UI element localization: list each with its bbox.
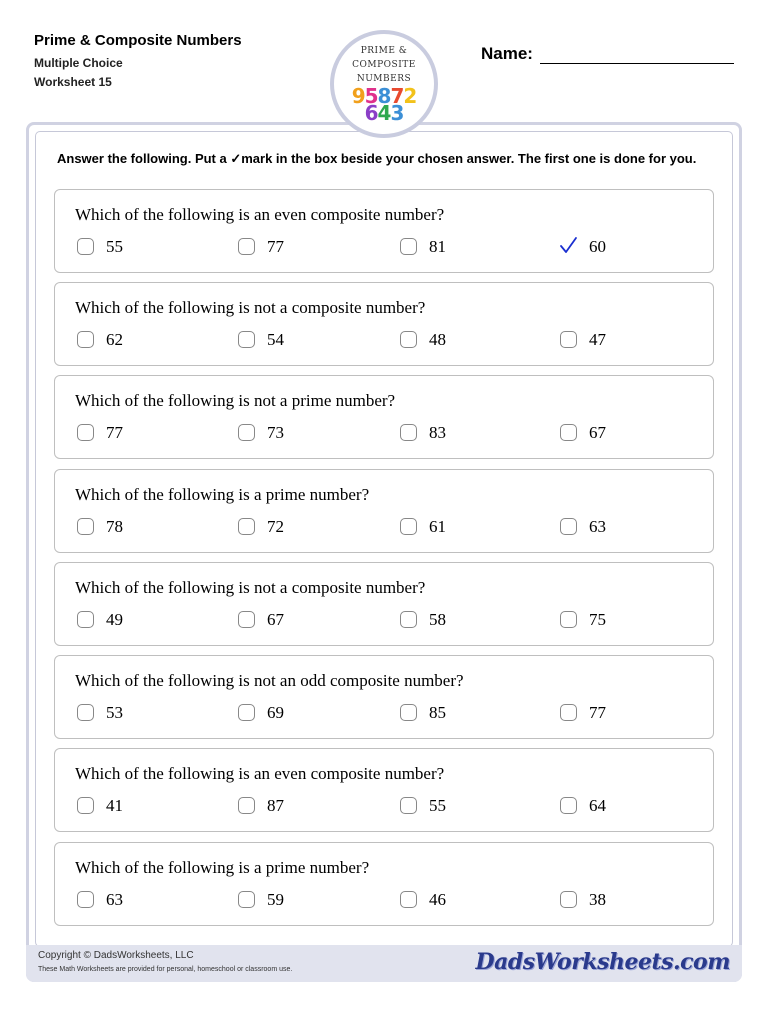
name-label: Name:: [481, 44, 533, 63]
answer-label: 81: [429, 237, 446, 256]
worksheet-title: Prime & Composite Numbers: [34, 32, 242, 49]
question-text: Which of the following is not a prime number?: [75, 391, 396, 410]
question-card: [54, 842, 714, 926]
footer: [26, 945, 742, 982]
answer-label: 53: [106, 703, 123, 722]
answer-checkbox[interactable]: [560, 518, 577, 535]
answer-checkbox[interactable]: [560, 704, 577, 721]
answer-checkbox[interactable]: [238, 611, 255, 628]
answer-label: 63: [589, 517, 606, 536]
answer-label: 69: [267, 703, 284, 722]
question-card: [54, 748, 714, 832]
logo-text-line: COMPOSITE: [352, 60, 416, 70]
logo-text-line: NUMBERS: [356, 74, 412, 84]
question-text: Which of the following is not a composite number?: [75, 298, 426, 317]
answer-label: 38: [589, 890, 606, 909]
answer-label: 77: [589, 703, 606, 722]
logo-digit: 3: [390, 101, 404, 125]
checkmark-icon: [559, 236, 579, 256]
answer-checkbox[interactable]: [400, 331, 417, 348]
answer-label: 54: [267, 330, 284, 349]
answer-label: 64: [589, 796, 606, 815]
answer-checkbox[interactable]: [77, 518, 94, 535]
worksheet-logo: [330, 30, 438, 138]
logo-digit: 9: [351, 84, 365, 108]
logo-digit: 7: [390, 84, 404, 108]
question-card: [54, 562, 714, 646]
answer-label: 62: [106, 330, 123, 349]
answer-label: 55: [429, 796, 446, 815]
answer-checkbox[interactable]: [238, 891, 255, 908]
worksheet-subtitle-block: [34, 54, 123, 92]
answer-label: 58: [429, 610, 446, 629]
name-field[interactable]: [540, 63, 734, 64]
answer-checkbox[interactable]: [77, 704, 94, 721]
answer-label: 78: [106, 517, 123, 536]
answer-checkbox[interactable]: [77, 797, 94, 814]
question-text: Which of the following is not a composite number?: [75, 578, 426, 597]
logo-text-line: PRIME &: [360, 46, 408, 56]
logo-digit: 6: [364, 101, 378, 125]
answer-label: 83: [429, 423, 446, 442]
answer-label: 75: [589, 610, 606, 629]
answer-checkbox[interactable]: [560, 611, 577, 628]
answer-label: 47: [589, 330, 606, 349]
instructions: Answer the following. Put a ✓mark in the box beside your chosen answer. The first one is done for you.: [57, 151, 697, 166]
answer-label: 77: [106, 423, 123, 442]
logo-digit: 4: [377, 101, 391, 125]
answer-checkbox[interactable]: [400, 611, 417, 628]
worksheet-number: Worksheet 15: [34, 75, 112, 89]
question-card: [54, 282, 714, 366]
answer-checkbox[interactable]: [400, 518, 417, 535]
question-card: [54, 189, 714, 273]
answer-checkbox[interactable]: [77, 424, 94, 441]
question-card: [54, 469, 714, 553]
answer-label: 67: [589, 423, 606, 442]
logo-digit: 8: [377, 84, 391, 108]
answer-label: 67: [267, 610, 284, 629]
answer-label: 59: [267, 890, 284, 909]
answer-label: 46: [429, 890, 446, 909]
answer-label: 87: [267, 796, 284, 815]
question-text: Which of the following is an even composite number?: [75, 764, 445, 783]
logo-digit: 5: [364, 84, 378, 108]
answer-checkbox[interactable]: [560, 797, 577, 814]
worksheet-subtitle: Multiple Choice: [34, 56, 123, 70]
answer-label: 77: [267, 237, 284, 256]
answer-checkbox[interactable]: [238, 331, 255, 348]
answer-label: 49: [106, 610, 123, 629]
answer-checkbox[interactable]: [400, 704, 417, 721]
answer-label: 73: [267, 423, 284, 442]
logo-digit: 2: [403, 84, 417, 108]
question-text: Which of the following is not an odd composite number?: [75, 671, 464, 690]
question-text: Which of the following is a prime number?: [75, 485, 370, 504]
answer-label: 72: [267, 517, 284, 536]
answer-checkbox[interactable]: [238, 238, 255, 255]
answer-checkbox[interactable]: [77, 891, 94, 908]
answer-checkbox[interactable]: [560, 891, 577, 908]
answer-checkbox[interactable]: [238, 424, 255, 441]
answer-checkbox[interactable]: [400, 797, 417, 814]
answer-checkbox[interactable]: [77, 238, 94, 255]
answer-label: 60: [589, 237, 606, 256]
logo-digit-row: [334, 101, 434, 125]
answer-label: 85: [429, 703, 446, 722]
answer-checkbox[interactable]: [560, 331, 577, 348]
logo-digits: [334, 84, 434, 125]
answer-checkbox[interactable]: [400, 891, 417, 908]
answer-checkbox[interactable]: [77, 611, 94, 628]
answer-checkbox-checked[interactable]: [560, 238, 577, 255]
question-text: Which of the following is a prime number?: [75, 858, 370, 877]
question-card: [54, 375, 714, 459]
brand-logo: DadsWorksheets.com: [475, 949, 730, 975]
answer-label: 63: [106, 890, 123, 909]
copyright-text: Copyright © DadsWorksheets, LLC: [38, 950, 194, 961]
answer-label: 41: [106, 796, 123, 815]
answer-label: 55: [106, 237, 123, 256]
answer-checkbox[interactable]: [77, 331, 94, 348]
answer-label: 48: [429, 330, 446, 349]
question-card: [54, 655, 714, 739]
question-text: Which of the following is an even composite number?: [75, 205, 445, 224]
usage-notice: These Math Worksheets are provided for personal, homeschool or classroom use.: [38, 966, 293, 973]
answer-checkbox[interactable]: [560, 424, 577, 441]
answer-checkbox[interactable]: [400, 238, 417, 255]
answer-checkbox[interactable]: [238, 518, 255, 535]
answer-checkbox[interactable]: [400, 424, 417, 441]
answer-checkbox[interactable]: [238, 704, 255, 721]
answer-checkbox[interactable]: [238, 797, 255, 814]
answer-label: 61: [429, 517, 446, 536]
